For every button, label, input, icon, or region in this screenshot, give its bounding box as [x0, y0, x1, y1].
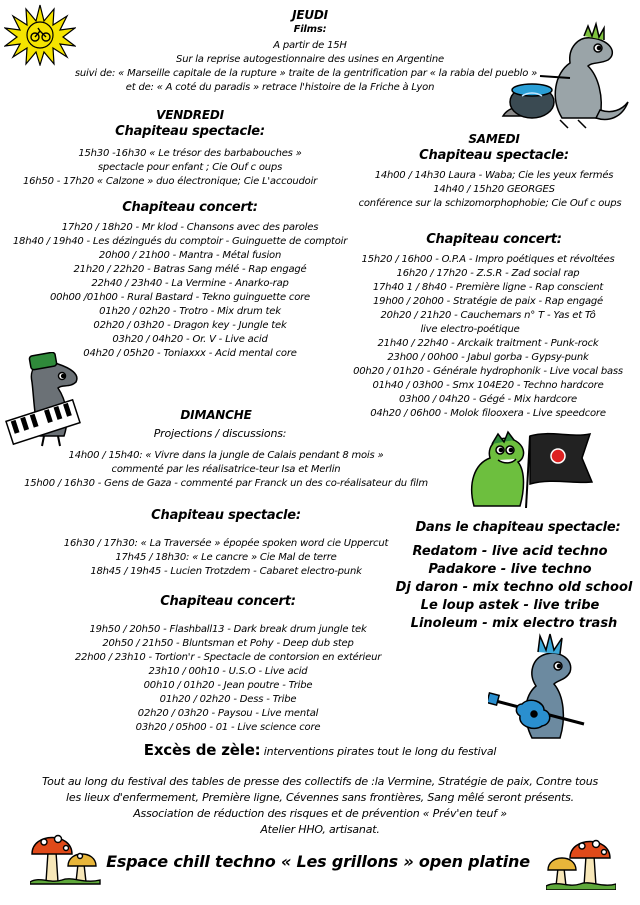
mushroom-icon: [546, 832, 616, 890]
vendredi-concert-item: 02h20 / 03h20 - Dragon key - Jungle tek: [93, 320, 287, 331]
dimanche-concert-item: 00h10 / 01h20 - Jean poutre - Tribe: [143, 680, 313, 691]
vendredi-concert-item: 17h20 / 18h20 - Mr klod - Chansons avec des paroles: [61, 222, 319, 233]
dimanche-spectacle-heading: Chapiteau spectacle:: [151, 508, 301, 523]
chill-space-title: Espace chill techno « Les grillons » open platine: [106, 852, 530, 871]
footer-info-line: les lieux d'enfermement, Première ligne, Cévennes sans frontières, Sang mêlé seront présents.: [66, 791, 574, 804]
dimanche-spectacle-item: 17h45 / 18h30: « Le cancre » Cie Mal de terre: [115, 552, 337, 563]
dj-item: Le loup astek - live tribe: [420, 598, 600, 613]
dimanche-projections-item: 14h00 / 15h40: « Vivre dans la jungle de Calais pendant 8 mois »: [68, 450, 384, 461]
vendredi-spectacle-item: spectacle pour enfant ; Cie Ouf c oups: [97, 162, 283, 173]
samedi-concert-item: 20h20 / 21h20 - Cauchemars n° T - Yas et Tô: [380, 310, 596, 321]
samedi-concert-heading: Chapiteau concert:: [426, 232, 562, 247]
dinosaur-keyboard-icon: [4, 352, 96, 448]
dj-item: Padakore - live techno: [428, 562, 592, 577]
vendredi-concert-item: 22h40 / 23h40 - La Vermine - Anarko-rap: [91, 278, 289, 289]
jeudi-day-title: JEUDI: [292, 8, 328, 22]
dj-item: Linoleum - mix electro trash: [410, 616, 618, 631]
jeudi-desc: suivi de: « Marseille capitale de la rupture » traite de la gentrification par « la rabia del pueblo »: [74, 68, 538, 79]
samedi-concert-item: 04h20 / 06h00 - Molok filooxera - Live speedcore: [370, 408, 606, 419]
exces-de-zele: [143, 741, 497, 759]
jeudi-desc: Sur la reprise autogestionnaire des usines en Argentine: [176, 54, 444, 65]
vendredi-concert-item: 20h00 / 21h00 - Mantra - Métal fusion: [98, 250, 282, 261]
dinosaur-flag-icon: [464, 424, 596, 510]
dimanche-concert-item: 23h10 / 00h10 - U.S.O - Live acid: [148, 666, 308, 677]
dj-item: Dj daron - mix techno old school: [395, 580, 633, 595]
vendredi-concert-item: 04h20 / 05h20 - Toniaxxx - Acid mental core: [83, 348, 297, 359]
samedi-concert-item: 03h00 / 04h20 - Gégé - Mix hardcore: [399, 394, 577, 405]
dimanche-concert-item: 22h00 / 23h10 - Tortion'r - Spectacle de contorsion en extérieur: [74, 652, 382, 663]
vendredi-day-title: VENDREDI: [156, 108, 224, 122]
dimanche-day-title: DIMANCHE: [180, 408, 252, 422]
exces-text: interventions pirates tout le long du festival: [263, 745, 497, 758]
samedi-concert-item: live electro-poétique: [420, 324, 520, 335]
dimanche-projections-item: commenté par les réalisatrice-teur Isa et Merlin: [111, 464, 341, 475]
exces-title: Excès de zèle:: [143, 741, 261, 759]
samedi-concert-item: 15h20 / 16h00 - O.P.A - Impro poétiques et révoltées: [361, 254, 615, 265]
vendredi-spectacle-heading: Chapiteau spectacle:: [115, 124, 265, 139]
samedi-day-title: SAMEDI: [468, 132, 520, 146]
dj-item: Redatom - live acid techno: [412, 544, 608, 559]
dimanche-djs-heading: Dans le chapiteau spectacle:: [415, 520, 621, 535]
vendredi-spectacle-item: 16h50 - 17h20 « Calzone » duo électronique; Cie L'accoudoir: [22, 176, 318, 187]
dimanche-spectacle-item: 16h30 / 17h30: « La Traversée » épopée spoken word cie Uppercut: [63, 538, 389, 549]
vendredi-spectacle-item: 15h30 -16h30 « Le trésor des barbabouches »: [78, 148, 302, 159]
dimanche-concert-item: 19h50 / 20h50 - Flashball13 - Dark break drum jungle tek: [89, 624, 367, 635]
samedi-concert-item: 17h40 1 / 8h40 - Première ligne - Rap conscient: [372, 282, 604, 293]
footer-info-line: Association de réduction des risques et de prévention « Prév'en teuf »: [133, 807, 507, 820]
footer-info-line: Tout au long du festival des tables de presse des collectifs de :la Vermine, Stratégie de paix, Contre tous: [42, 775, 598, 788]
dimanche-concert-heading: Chapiteau concert:: [160, 594, 296, 609]
dimanche-concert-item: 20h50 / 21h50 - Bluntsman et Pohy - Deep dub step: [102, 638, 354, 649]
dimanche-projections-heading: Projections / discussions:: [153, 427, 287, 440]
vendredi-concert-item: 21h20 / 22h20 - Batras Sang mélé - Rap engagé: [73, 264, 307, 275]
jeudi-time: A partir de 15H: [273, 40, 347, 51]
vendredi-concert-item: 18h40 / 19h40 - Les dézingués du comptoir - Guinguette de comptoir: [12, 236, 348, 247]
vendredi-concert-item: 03h20 / 04h20 - Or. V - Live acid: [112, 334, 268, 345]
dimanche-spectacle-item: 18h45 / 19h45 - Lucien Trotzdem - Cabaret electro-punk: [90, 566, 362, 577]
mushroom-icon: [30, 826, 102, 886]
sun-icon: [4, 4, 76, 66]
dimanche-concert-item: 03h20 / 05h00 - 01 - Live science core: [135, 722, 321, 733]
samedi-spectacle-item: conférence sur la schizomorphophobie; Cie Ouf c oups: [358, 198, 622, 209]
vendredi-concert-heading: Chapiteau concert:: [122, 200, 258, 215]
samedi-concert-item: 21h40 / 22h40 - Arckaik traitment - Punk-rock: [377, 338, 599, 349]
dimanche-concert-item: 01h20 / 02h20 - Dess - Tribe: [159, 694, 297, 705]
dimanche-projections-item: 15h00 / 16h30 - Gens de Gaza - commenté par Franck un des co-réalisateur du film: [24, 478, 428, 489]
samedi-concert-item: 23h00 / 00h00 - Jabul gorba - Gypsy-punk: [387, 352, 589, 363]
jeudi-films-heading: Films:: [293, 24, 327, 35]
vendredi-concert-item: 01h20 / 02h20 - Trotro - Mix drum tek: [99, 306, 281, 317]
samedi-concert-item: 19h00 / 20h00 - Stratégie de paix - Rap engagé: [373, 296, 603, 307]
dimanche-concert-item: 02h20 / 03h20 - Paysou - Live mental: [137, 708, 319, 719]
samedi-spectacle-item: 14h40 / 15h20 GEORGES: [433, 184, 555, 195]
footer-info-line: Atelier HHO, artisanat.: [260, 823, 380, 836]
samedi-concert-item: 16h20 / 17h20 - Z.S.R - Zad social rap: [396, 268, 580, 279]
samedi-spectacle-heading: Chapiteau spectacle:: [419, 148, 569, 163]
vendredi-concert-item: 00h00 /01h00 - Rural Bastard - Tekno guinguette core: [50, 292, 310, 303]
samedi-concert-item: 00h20 / 01h20 - Générale hydrophonik - Live vocal bass: [353, 366, 623, 377]
dinosaur-guitar-icon: [488, 630, 600, 746]
jeudi-desc: et de: « A coté du paradis » retrace l'histoire de la Friche à Lyon: [125, 82, 435, 93]
samedi-concert-item: 01h40 / 03h00 - Smx 104E20 - Techno hardcore: [372, 380, 604, 391]
samedi-spectacle-item: 14h00 / 14h30 Laura - Waba; Cie les yeux fermés: [374, 170, 614, 181]
